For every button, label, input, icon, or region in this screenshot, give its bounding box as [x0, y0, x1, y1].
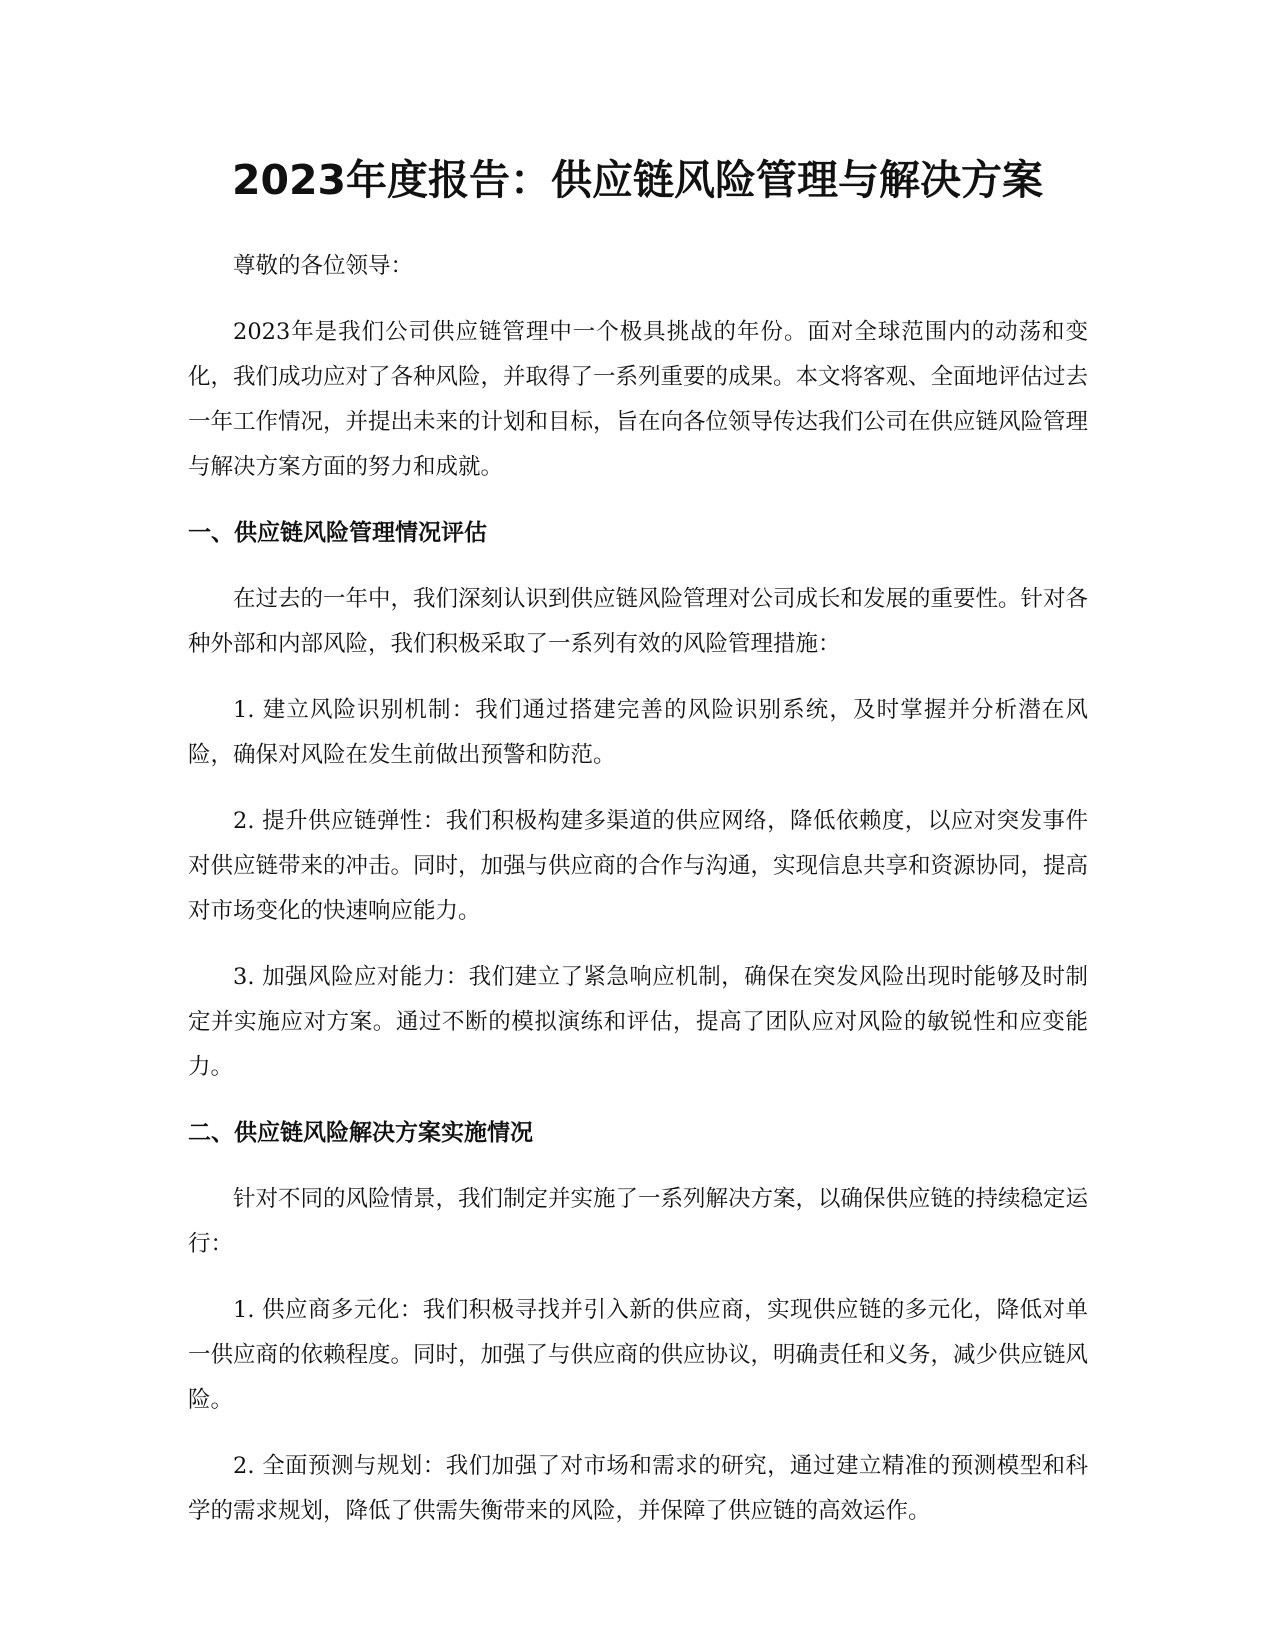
- section-1-item-3: 3. 加强风险应对能力：我们建立了紧急响应机制，确保在突发风险出现时能够及时制定并实施应对方案。通过不断的模拟演练和评估，提高了团队应对风险的敏锐性和应变能力。: [188, 964, 1088, 1080]
- section-2-intro: 针对不同的风险情景，我们制定并实施了一系列解决方案，以确保供应链的持续稳定运行：: [188, 1186, 1089, 1257]
- document-body: [188, 244, 1088, 1555]
- section-2-heading: 二、供应链风险解决方案实施情况: [188, 1120, 533, 1146]
- section-2-item-1: 1. 供应商多元化：我们积极寻找并引入新的供应商，实现供应链的多元化，降低对单一供应商的依赖程度。同时，加强了与供应商的供应协议，明确责任和义务，减少供应链风险。: [188, 1297, 1089, 1413]
- section-1-heading: 一、供应链风险管理情况评估: [188, 520, 487, 546]
- section-1-item-2: 2. 提升供应链弹性：我们积极构建多渠道的供应网络，降低依赖度，以应对突发事件对供应链带来的冲击。同时，加强与供应商的合作与沟通，实现信息共享和资源协同，提高对市场变化的快速响应能力。: [188, 808, 1089, 924]
- section-1-intro: 在过去的一年中，我们深刻认识到供应链风险管理对公司成长和发展的重要性。针对各种外部和内部风险，我们积极采取了一系列有效的风险管理措施：: [188, 586, 1089, 657]
- document-title: 2023年度报告：供应链风险管理与解决方案: [231, 156, 1044, 204]
- section-1-item-1: 1. 建立风险识别机制：我们通过搭建完善的风险识别系统，及时掌握并分析潜在风险，确保对风险在发生前做出预警和防范。: [188, 697, 1088, 768]
- intro-paragraph: 2023年是我们公司供应链管理中一个极具挑战的年份。面对全球范围内的动荡和变化，我们成功应对了各种风险，并取得了一系列重要的成果。本文将客观、全面地评估过去一年工作情况，并提出未来的计划和目标，旨在向各位领导传达我们公司在供应链风险管理与解决方案方面的努力和成就。: [188, 319, 1089, 480]
- section-2-item-2: 2. 全面预测与规划：我们加强了对市场和需求的研究，通过建立精准的预测模型和科学的需求规划，降低了供需失衡带来的风险，并保障了供应链的高效运作。: [188, 1453, 1088, 1524]
- salutation: 尊敬的各位领导：: [233, 253, 414, 279]
